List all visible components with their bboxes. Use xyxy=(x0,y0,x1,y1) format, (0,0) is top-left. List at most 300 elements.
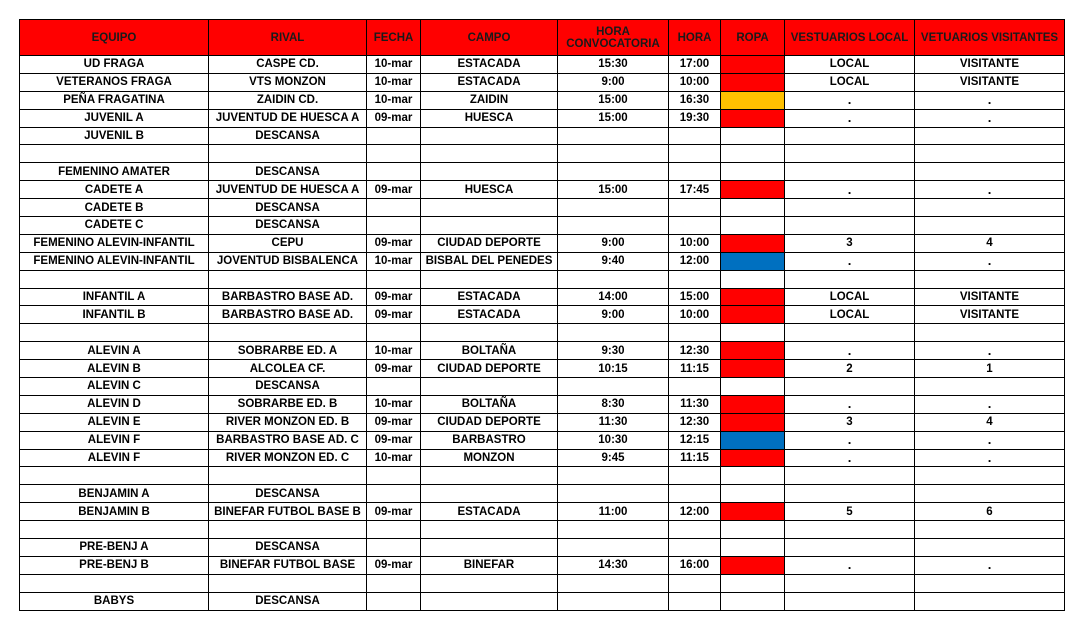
convocatoria-cell xyxy=(558,467,669,485)
ropa-cell xyxy=(721,521,785,539)
rival-cell: DESCANSA xyxy=(209,199,367,217)
ropa-cell xyxy=(721,91,785,109)
table-row xyxy=(20,252,1065,270)
table-row xyxy=(20,539,1065,557)
hora-cell: 12:30 xyxy=(669,342,721,360)
vestuario-visitante-cell xyxy=(915,145,1065,163)
rival-cell: BINEFAR FUTBOL BASE B xyxy=(209,503,367,521)
vestuario-visitante-cell xyxy=(915,324,1065,342)
table-row xyxy=(20,109,1065,127)
vestuario-visitante-cell xyxy=(915,217,1065,235)
vestuario-visitante-cell: . xyxy=(915,395,1065,413)
vestuario-local-cell: LOCAL xyxy=(785,306,915,324)
hora-cell xyxy=(669,163,721,181)
table-row xyxy=(20,449,1065,467)
hora-cell: 12:30 xyxy=(669,413,721,431)
ropa-cell xyxy=(721,467,785,485)
vestuario-local-cell: . xyxy=(785,431,915,449)
convocatoria-cell: 10:15 xyxy=(558,360,669,378)
fecha-cell: 09-mar xyxy=(367,306,421,324)
header-hora-convocatoria: HORA CONVOCATORIA xyxy=(558,20,669,56)
vestuario-local-cell xyxy=(785,217,915,235)
campo-cell xyxy=(421,127,558,145)
table-row xyxy=(20,574,1065,592)
campo-cell: MONZON xyxy=(421,449,558,467)
fecha-cell: 10-mar xyxy=(367,342,421,360)
ropa-cell xyxy=(721,592,785,610)
fecha-cell: 10-mar xyxy=(367,449,421,467)
fecha-cell xyxy=(367,163,421,181)
fecha-cell xyxy=(367,485,421,503)
vestuario-local-cell xyxy=(785,163,915,181)
rival-cell: DESCANSA xyxy=(209,485,367,503)
rival-cell xyxy=(209,574,367,592)
ropa-cell xyxy=(721,449,785,467)
vestuario-visitante-cell: VISITANTE xyxy=(915,56,1065,74)
rival-cell: CEPU xyxy=(209,234,367,252)
equipo-cell xyxy=(20,324,209,342)
campo-cell xyxy=(421,145,558,163)
campo-cell: BARBASTRO xyxy=(421,431,558,449)
campo-cell: BINEFAR xyxy=(421,556,558,574)
table-row xyxy=(20,181,1065,199)
equipo-cell: INFANTIL B xyxy=(20,306,209,324)
ropa-cell xyxy=(721,306,785,324)
equipo-cell: ALEVIN E xyxy=(20,413,209,431)
fecha-cell: 10-mar xyxy=(367,91,421,109)
ropa-cell xyxy=(721,181,785,199)
rival-cell: ZAIDIN CD. xyxy=(209,91,367,109)
hora-cell xyxy=(669,127,721,145)
rival-cell: SOBRARBE ED. A xyxy=(209,342,367,360)
table-row xyxy=(20,413,1065,431)
equipo-cell: FEMENINO AMATER xyxy=(20,163,209,181)
campo-cell: CIUDAD DEPORTE xyxy=(421,234,558,252)
table-row xyxy=(20,342,1065,360)
equipo-cell: ALEVIN F xyxy=(20,449,209,467)
table-row xyxy=(20,270,1065,288)
vestuario-visitante-cell: . xyxy=(915,91,1065,109)
convocatoria-cell: 14:00 xyxy=(558,288,669,306)
rival-cell: BARBASTRO BASE AD. xyxy=(209,288,367,306)
campo-cell: CIUDAD DEPORTE xyxy=(421,360,558,378)
campo-cell: ZAIDIN xyxy=(421,91,558,109)
rival-cell: BARBASTRO BASE AD. C xyxy=(209,431,367,449)
equipo-cell: ALEVIN B xyxy=(20,360,209,378)
vestuario-local-cell: . xyxy=(785,395,915,413)
vestuario-local-cell xyxy=(785,270,915,288)
header-equipo: EQUIPO xyxy=(20,20,209,56)
ropa-cell xyxy=(721,324,785,342)
ropa-cell xyxy=(721,539,785,557)
table-body xyxy=(20,56,1065,611)
table-row xyxy=(20,395,1065,413)
vestuario-local-cell xyxy=(785,127,915,145)
table-row xyxy=(20,592,1065,610)
vestuario-visitante-cell xyxy=(915,485,1065,503)
equipo-cell: PEÑA FRAGATINA xyxy=(20,91,209,109)
hora-cell xyxy=(669,467,721,485)
rival-cell: DESCANSA xyxy=(209,378,367,396)
hora-cell xyxy=(669,145,721,163)
vestuario-visitante-cell: . xyxy=(915,342,1065,360)
rival-cell: DESCANSA xyxy=(209,592,367,610)
fecha-cell xyxy=(367,592,421,610)
convocatoria-cell xyxy=(558,270,669,288)
fecha-cell xyxy=(367,145,421,163)
ropa-cell xyxy=(721,127,785,145)
vestuario-local-cell: 3 xyxy=(785,413,915,431)
vestuario-local-cell: 3 xyxy=(785,234,915,252)
campo-cell: ESTACADA xyxy=(421,288,558,306)
ropa-cell xyxy=(721,503,785,521)
vestuario-local-cell xyxy=(785,521,915,539)
convocatoria-cell: 15:30 xyxy=(558,56,669,74)
equipo-cell: PRE-BENJ B xyxy=(20,556,209,574)
convocatoria-cell: 10:30 xyxy=(558,431,669,449)
header-row xyxy=(20,20,1065,56)
campo-cell: BOLTAÑA xyxy=(421,342,558,360)
vestuario-local-cell xyxy=(785,539,915,557)
vestuario-visitante-cell: . xyxy=(915,181,1065,199)
equipo-cell: UD FRAGA xyxy=(20,56,209,74)
convocatoria-cell xyxy=(558,378,669,396)
fecha-cell: 09-mar xyxy=(367,556,421,574)
hora-cell xyxy=(669,574,721,592)
convocatoria-cell: 15:00 xyxy=(558,181,669,199)
equipo-cell: JUVENIL A xyxy=(20,109,209,127)
fecha-cell: 09-mar xyxy=(367,234,421,252)
header-campo: CAMPO xyxy=(421,20,558,56)
campo-cell: CIUDAD DEPORTE xyxy=(421,413,558,431)
header-rival: RIVAL xyxy=(209,20,367,56)
hora-cell: 11:15 xyxy=(669,449,721,467)
equipo-cell: INFANTIL A xyxy=(20,288,209,306)
campo-cell xyxy=(421,485,558,503)
campo-cell xyxy=(421,270,558,288)
vestuario-local-cell: LOCAL xyxy=(785,73,915,91)
convocatoria-cell: 8:30 xyxy=(558,395,669,413)
vestuario-visitante-cell: . xyxy=(915,431,1065,449)
equipo-cell: PRE-BENJ A xyxy=(20,539,209,557)
convocatoria-cell xyxy=(558,127,669,145)
ropa-cell xyxy=(721,56,785,74)
schedule-table xyxy=(19,19,1065,611)
table-row xyxy=(20,199,1065,217)
convocatoria-cell xyxy=(558,145,669,163)
equipo-cell: FEMENINO ALEVIN-INFANTIL xyxy=(20,252,209,270)
convocatoria-cell xyxy=(558,199,669,217)
campo-cell xyxy=(421,324,558,342)
convocatoria-cell: 9:40 xyxy=(558,252,669,270)
hora-cell xyxy=(669,324,721,342)
fecha-cell xyxy=(367,574,421,592)
vestuario-local-cell: LOCAL xyxy=(785,288,915,306)
header-fecha: FECHA xyxy=(367,20,421,56)
header-vestuarios-local: VESTUARIOS LOCAL xyxy=(785,20,915,56)
campo-cell: BISBAL DEL PENEDES xyxy=(421,252,558,270)
vestuario-local-cell: 5 xyxy=(785,503,915,521)
fecha-cell xyxy=(367,539,421,557)
rival-cell: BINEFAR FUTBOL BASE xyxy=(209,556,367,574)
fecha-cell xyxy=(367,378,421,396)
rival-cell xyxy=(209,145,367,163)
vestuario-local-cell xyxy=(785,378,915,396)
hora-cell xyxy=(669,592,721,610)
vestuario-local-cell xyxy=(785,467,915,485)
table-row xyxy=(20,521,1065,539)
ropa-cell xyxy=(721,109,785,127)
equipo-cell: BENJAMIN B xyxy=(20,503,209,521)
campo-cell: ESTACADA xyxy=(421,503,558,521)
vestuario-local-cell: 2 xyxy=(785,360,915,378)
ropa-cell xyxy=(721,199,785,217)
header-hora: HORA xyxy=(669,20,721,56)
ropa-cell xyxy=(721,288,785,306)
rival-cell: ALCOLEA CF. xyxy=(209,360,367,378)
fecha-cell: 09-mar xyxy=(367,431,421,449)
equipo-cell: ALEVIN F xyxy=(20,431,209,449)
convocatoria-cell xyxy=(558,574,669,592)
ropa-cell xyxy=(721,73,785,91)
ropa-cell xyxy=(721,431,785,449)
table-row xyxy=(20,324,1065,342)
fecha-cell: 10-mar xyxy=(367,395,421,413)
equipo-cell: ALEVIN A xyxy=(20,342,209,360)
fecha-cell: 10-mar xyxy=(367,73,421,91)
vestuario-local-cell: . xyxy=(785,449,915,467)
vestuario-local-cell: . xyxy=(785,109,915,127)
vestuario-local-cell xyxy=(785,324,915,342)
rival-cell: SOBRARBE ED. B xyxy=(209,395,367,413)
vestuario-visitante-cell: 4 xyxy=(915,234,1065,252)
vestuario-local-cell: . xyxy=(785,556,915,574)
vestuario-visitante-cell xyxy=(915,467,1065,485)
rival-cell: JUVENTUD DE HUESCA A xyxy=(209,181,367,199)
rival-cell: RIVER MONZON ED. B xyxy=(209,413,367,431)
ropa-cell xyxy=(721,163,785,181)
ropa-cell xyxy=(721,485,785,503)
campo-cell xyxy=(421,217,558,235)
rival-cell: JUVENTUD DE HUESCA A xyxy=(209,109,367,127)
table-row xyxy=(20,127,1065,145)
hora-cell: 11:30 xyxy=(669,395,721,413)
vestuario-local-cell xyxy=(785,574,915,592)
table-row xyxy=(20,503,1065,521)
ropa-cell xyxy=(721,360,785,378)
vestuario-visitante-cell: . xyxy=(915,449,1065,467)
campo-cell xyxy=(421,199,558,217)
campo-cell xyxy=(421,521,558,539)
table-row xyxy=(20,467,1065,485)
table-row xyxy=(20,306,1065,324)
vestuario-visitante-cell xyxy=(915,521,1065,539)
convocatoria-cell xyxy=(558,539,669,557)
ropa-cell xyxy=(721,556,785,574)
equipo-cell: VETERANOS FRAGA xyxy=(20,73,209,91)
convocatoria-cell xyxy=(558,485,669,503)
rival-cell: DESCANSA xyxy=(209,127,367,145)
vestuario-visitante-cell xyxy=(915,199,1065,217)
vestuario-visitante-cell xyxy=(915,539,1065,557)
ropa-cell xyxy=(721,413,785,431)
fecha-cell xyxy=(367,217,421,235)
hora-cell: 10:00 xyxy=(669,73,721,91)
hora-cell xyxy=(669,539,721,557)
campo-cell: ESTACADA xyxy=(421,56,558,74)
fecha-cell: 10-mar xyxy=(367,252,421,270)
rival-cell: DESCANSA xyxy=(209,217,367,235)
rival-cell: DESCANSA xyxy=(209,163,367,181)
equipo-cell xyxy=(20,521,209,539)
convocatoria-cell xyxy=(558,592,669,610)
ropa-cell xyxy=(721,378,785,396)
rival-cell xyxy=(209,521,367,539)
convocatoria-cell xyxy=(558,163,669,181)
campo-cell xyxy=(421,163,558,181)
rival-cell: CASPE CD. xyxy=(209,56,367,74)
equipo-cell: CADETE B xyxy=(20,199,209,217)
equipo-cell xyxy=(20,270,209,288)
campo-cell xyxy=(421,592,558,610)
hora-cell xyxy=(669,485,721,503)
fecha-cell xyxy=(367,324,421,342)
vestuario-visitante-cell: VISITANTE xyxy=(915,73,1065,91)
rival-cell: JOVENTUD BISBALENCA xyxy=(209,252,367,270)
rival-cell xyxy=(209,467,367,485)
ropa-cell xyxy=(721,395,785,413)
convocatoria-cell xyxy=(558,521,669,539)
fecha-cell: 09-mar xyxy=(367,288,421,306)
table-row xyxy=(20,217,1065,235)
equipo-cell: JUVENIL B xyxy=(20,127,209,145)
fecha-cell: 09-mar xyxy=(367,503,421,521)
table-row xyxy=(20,485,1065,503)
equipo-cell: ALEVIN C xyxy=(20,378,209,396)
hora-cell xyxy=(669,199,721,217)
table-row xyxy=(20,288,1065,306)
convocatoria-cell: 9:00 xyxy=(558,73,669,91)
vestuario-visitante-cell: VISITANTE xyxy=(915,306,1065,324)
rival-cell xyxy=(209,324,367,342)
equipo-cell: FEMENINO ALEVIN-INFANTIL xyxy=(20,234,209,252)
convocatoria-cell: 11:00 xyxy=(558,503,669,521)
vestuario-visitante-cell: . xyxy=(915,252,1065,270)
hora-cell: 10:00 xyxy=(669,306,721,324)
fecha-cell xyxy=(367,127,421,145)
table-row xyxy=(20,360,1065,378)
campo-cell xyxy=(421,378,558,396)
fecha-cell xyxy=(367,270,421,288)
vestuario-local-cell xyxy=(785,145,915,163)
fecha-cell: 09-mar xyxy=(367,360,421,378)
vestuario-visitante-cell: 4 xyxy=(915,413,1065,431)
convocatoria-cell: 14:30 xyxy=(558,556,669,574)
vestuario-visitante-cell xyxy=(915,378,1065,396)
vestuario-visitante-cell: . xyxy=(915,109,1065,127)
vestuario-visitante-cell xyxy=(915,163,1065,181)
campo-cell xyxy=(421,574,558,592)
table-row xyxy=(20,56,1065,74)
equipo-cell: CADETE C xyxy=(20,217,209,235)
table-row xyxy=(20,378,1065,396)
hora-cell xyxy=(669,270,721,288)
campo-cell: HUESCA xyxy=(421,181,558,199)
hora-cell xyxy=(669,378,721,396)
campo-cell: ESTACADA xyxy=(421,73,558,91)
vestuario-visitante-cell: 6 xyxy=(915,503,1065,521)
vestuario-visitante-cell: 1 xyxy=(915,360,1065,378)
equipo-cell xyxy=(20,145,209,163)
fecha-cell: 09-mar xyxy=(367,109,421,127)
vestuario-local-cell: LOCAL xyxy=(785,56,915,74)
vestuario-visitante-cell xyxy=(915,574,1065,592)
convocatoria-cell: 11:30 xyxy=(558,413,669,431)
vestuario-visitante-cell: VISITANTE xyxy=(915,288,1065,306)
vestuario-local-cell xyxy=(785,199,915,217)
convocatoria-cell xyxy=(558,217,669,235)
rival-cell: DESCANSA xyxy=(209,539,367,557)
table-row xyxy=(20,73,1065,91)
ropa-cell xyxy=(721,217,785,235)
hora-cell: 12:15 xyxy=(669,431,721,449)
vestuario-local-cell xyxy=(785,592,915,610)
hora-cell: 19:30 xyxy=(669,109,721,127)
fecha-cell xyxy=(367,467,421,485)
campo-cell: ESTACADA xyxy=(421,306,558,324)
ropa-cell xyxy=(721,234,785,252)
rival-cell: VTS MONZON xyxy=(209,73,367,91)
vestuario-local-cell: . xyxy=(785,91,915,109)
rival-cell xyxy=(209,270,367,288)
campo-cell xyxy=(421,539,558,557)
header-vestuarios-visitantes: VETUARIOS VISITANTES xyxy=(915,20,1065,56)
table-row xyxy=(20,163,1065,181)
vestuario-visitante-cell xyxy=(915,592,1065,610)
fecha-cell: 09-mar xyxy=(367,413,421,431)
hora-cell: 15:00 xyxy=(669,288,721,306)
ropa-cell xyxy=(721,574,785,592)
vestuario-local-cell: . xyxy=(785,252,915,270)
rival-cell: BARBASTRO BASE AD. xyxy=(209,306,367,324)
hora-cell: 17:45 xyxy=(669,181,721,199)
equipo-cell xyxy=(20,574,209,592)
hora-cell: 16:00 xyxy=(669,556,721,574)
ropa-cell xyxy=(721,252,785,270)
table-row xyxy=(20,91,1065,109)
table-row xyxy=(20,556,1065,574)
convocatoria-cell: 15:00 xyxy=(558,91,669,109)
convocatoria-cell: 9:30 xyxy=(558,342,669,360)
hora-cell: 12:00 xyxy=(669,252,721,270)
equipo-cell: BENJAMIN A xyxy=(20,485,209,503)
fecha-cell: 10-mar xyxy=(367,56,421,74)
hora-cell: 10:00 xyxy=(669,234,721,252)
fecha-cell xyxy=(367,521,421,539)
header-ropa: ROPA xyxy=(721,20,785,56)
campo-cell: BOLTAÑA xyxy=(421,395,558,413)
table-row xyxy=(20,431,1065,449)
equipo-cell: CADETE A xyxy=(20,181,209,199)
convocatoria-cell: 9:00 xyxy=(558,234,669,252)
campo-cell xyxy=(421,467,558,485)
fecha-cell: 09-mar xyxy=(367,181,421,199)
vestuario-local-cell xyxy=(785,485,915,503)
equipo-cell xyxy=(20,467,209,485)
campo-cell: HUESCA xyxy=(421,109,558,127)
fecha-cell xyxy=(367,199,421,217)
convocatoria-cell xyxy=(558,324,669,342)
